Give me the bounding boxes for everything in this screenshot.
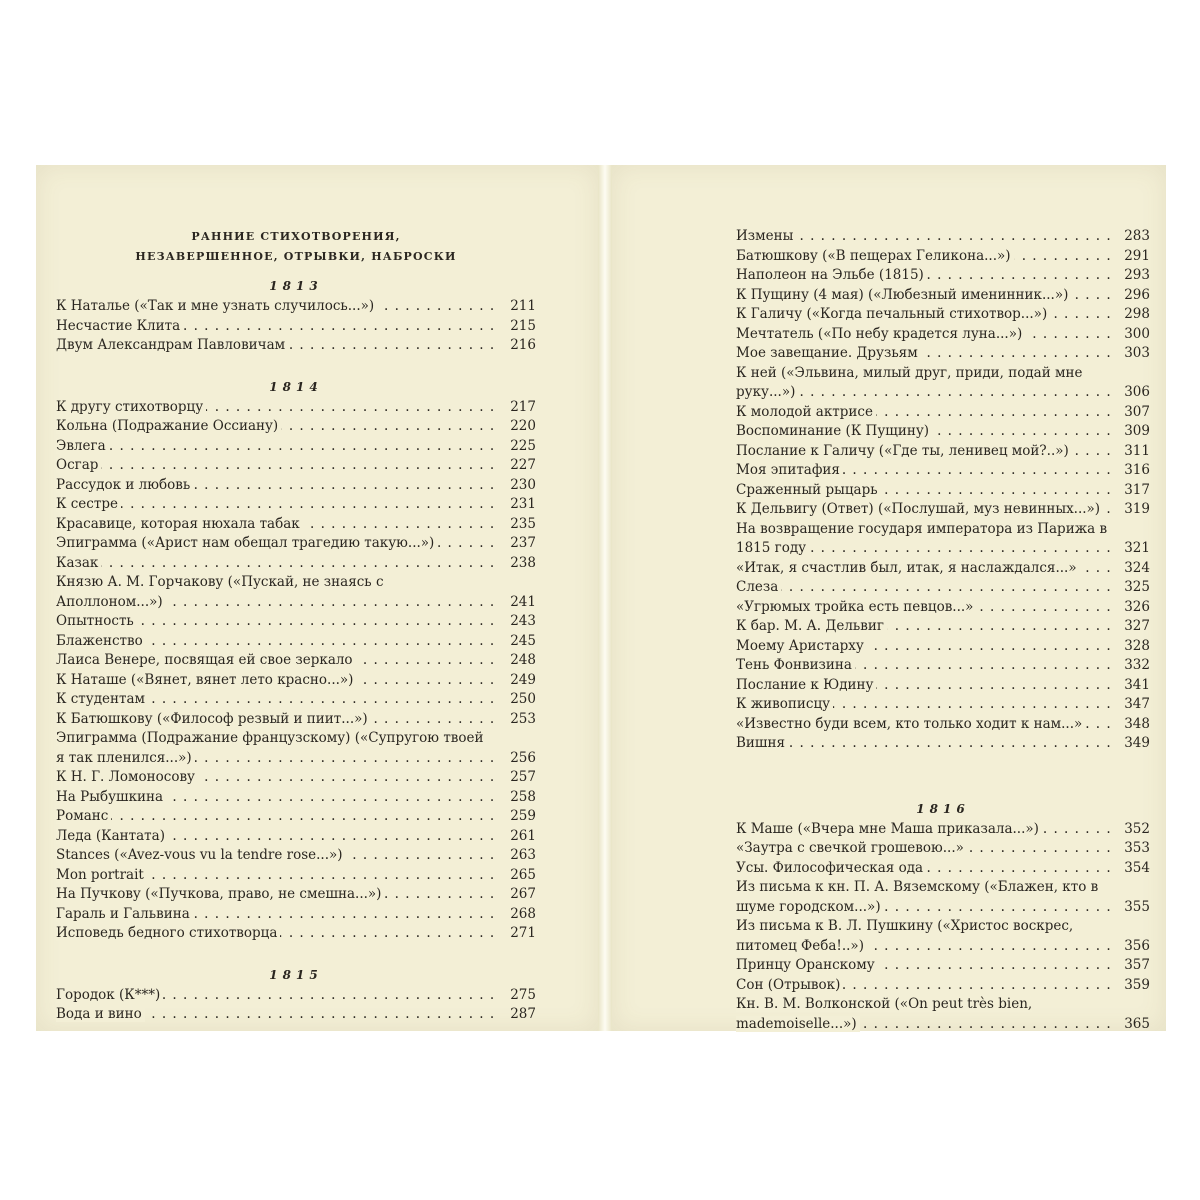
toc-entry-page: 248 (510, 652, 536, 668)
toc-entry-title (736, 598, 1110, 618)
toc-entry-title (736, 917, 1110, 956)
toc-entry-title (736, 364, 1110, 403)
toc-entry-title (56, 612, 496, 632)
toc-entry-page: 359 (1124, 976, 1150, 993)
toc-entry-title-text: Городок (К***) (56, 987, 163, 1003)
toc-entry (56, 651, 536, 671)
toc-entry-title-text: Князю А. М. Горчакову («Пускай, не знаясь с Аполлоном...») (56, 574, 384, 610)
toc-entry-title-text: К сестре (56, 496, 121, 512)
toc-entry-title (56, 710, 496, 730)
toc-entry (736, 286, 1150, 306)
section-gap (56, 356, 536, 368)
toc-entry-title-text: Осгар (56, 457, 101, 473)
toc-entry-page: 215 (510, 317, 536, 334)
toc-entry-title (736, 481, 1110, 501)
toc-entry-title-text: Романс (56, 808, 111, 824)
toc-entry-page: 317 (1124, 481, 1150, 498)
toc-entry-title (736, 715, 1110, 735)
toc-entry-title (736, 995, 1110, 1034)
toc-entry-title (736, 617, 1110, 637)
toc-entry-title (56, 846, 496, 866)
toc-entry-title (736, 695, 1110, 715)
toc-entry (56, 476, 536, 496)
right-toc-column (736, 227, 1150, 1034)
toc-entry-title-text: Эвлега (56, 438, 109, 454)
toc-entry (56, 671, 536, 691)
toc-entry-page: 257 (510, 769, 536, 785)
toc-entry (736, 578, 1150, 598)
toc-entry-title (56, 905, 496, 925)
toc-entry-title (736, 461, 1110, 481)
toc-entry-title (56, 866, 496, 886)
toc-entry (736, 442, 1150, 462)
toc-entry-title-text: Stances («Avez-vous vu la tendre rose...») (56, 847, 346, 863)
toc-entry (736, 520, 1150, 559)
toc-entry-title (56, 317, 496, 337)
toc-entry-title-text: Mon portrait (56, 867, 147, 883)
toc-entry-title (736, 676, 1110, 696)
toc-entry-title-text: К другу стихотворцу (56, 399, 206, 415)
toc-entry (736, 500, 1150, 520)
toc-entry-page: 300 (1124, 325, 1150, 342)
toc-entry (736, 859, 1150, 879)
book-spread (36, 165, 1166, 1031)
toc-entry (736, 247, 1150, 267)
toc-entry-title-text: Тень Фонвизина (736, 657, 855, 673)
toc-entry-title (736, 247, 1110, 267)
toc-entry-title (56, 924, 496, 944)
toc-entry (56, 788, 536, 808)
heading-line-2: НЕЗАВЕРШЕННОЕ, ОТРЫВКИ, НАБРОСКИ (135, 250, 457, 263)
year-heading: 1815 (269, 967, 323, 982)
toc-entry-title-text: Двум Александрам Павловичам (56, 337, 288, 353)
toc-entry-title-text: На Пучкову («Пучкова, право, не смешна...») (56, 886, 384, 902)
toc-entry-title-text: Кольна (Подражание Оссиану) (56, 418, 281, 434)
toc-entry (56, 986, 536, 1006)
toc-entry-title-text: Гараль и Гальвина (56, 906, 193, 922)
toc-entry-page: 261 (510, 827, 536, 844)
toc-entry-page: 235 (510, 515, 536, 532)
toc-entry-title (56, 495, 496, 515)
toc-entry (56, 437, 536, 457)
toc-entry (736, 715, 1150, 735)
toc-entry-title-text: Слеза (736, 579, 781, 595)
toc-entry-title-text: Казак (56, 555, 101, 571)
toc-entry (736, 422, 1150, 442)
toc-entry-title-text: Вишня (736, 735, 788, 751)
toc-entry-page: 271 (510, 925, 536, 941)
toc-entry-page: 237 (510, 535, 536, 551)
toc-entry-title-text: Наполеон на Эльбе (1815) (736, 267, 927, 283)
toc-entry-title-text: Послание к Юдину (736, 677, 876, 693)
toc-entry-title (56, 632, 496, 652)
toc-entry-title-text: К Батюшкову («Философ резвый и пиит...») (56, 711, 371, 727)
toc-entry-title (736, 286, 1110, 306)
toc-entry-page: 324 (1124, 559, 1150, 576)
toc-entry (56, 710, 536, 730)
toc-entry-title (56, 476, 496, 496)
toc-entry-title (736, 859, 1110, 879)
toc-entry-page: 332 (1124, 657, 1150, 673)
toc-entry (736, 617, 1150, 637)
toc-entry-title (56, 515, 496, 535)
toc-entry-title (736, 878, 1110, 917)
toc-entry (56, 398, 536, 418)
toc-entry-title-text: Мечтатель («По небу крадется луна...») (736, 326, 1025, 342)
toc-entry-page: 267 (510, 886, 536, 902)
toc-entry-page: 311 (1124, 442, 1150, 459)
toc-entry (736, 976, 1150, 996)
toc-entry-title-text: Усы. Философическая ода (736, 860, 926, 876)
toc-heading (56, 227, 536, 267)
toc-entry-title-text: К бар. М. А. Дельвиг (736, 618, 887, 634)
left-toc-column (56, 227, 536, 1025)
toc-entry-title (736, 656, 1110, 676)
toc-entry-title (736, 442, 1110, 462)
toc-entry-title (56, 573, 496, 612)
toc-entry (736, 344, 1150, 364)
section-gap (56, 944, 536, 956)
toc-entry-title (56, 437, 496, 457)
toc-entry-title-text: К Маше («Вчера мне Маша приказала...») (736, 821, 1042, 837)
toc-entry-title (56, 788, 496, 808)
right-page (612, 165, 1166, 1031)
year-heading: 1813 (269, 279, 323, 293)
toc-entry (56, 297, 536, 317)
left-page (36, 165, 598, 1031)
toc-entry (736, 734, 1150, 754)
toc-entry-title-text: Рассудок и любовь (56, 477, 193, 493)
toc-entry-title (736, 520, 1110, 559)
toc-entry (736, 559, 1150, 579)
toc-entry (736, 481, 1150, 501)
toc-entry (56, 729, 536, 768)
toc-entry-title-text: Несчастие Клита (56, 318, 183, 334)
toc-entry (56, 417, 536, 437)
toc-entry-title (56, 417, 496, 437)
toc-entry-title (56, 827, 496, 847)
toc-entry (736, 839, 1150, 859)
toc-entry-title-text: Воспоминание (К Пущину) (736, 423, 932, 439)
toc-entry-title-text: Исповедь бедного стихотворца (56, 925, 280, 941)
toc-entry (56, 554, 536, 574)
toc-entry (736, 227, 1150, 247)
toc-entry (736, 676, 1150, 696)
toc-entry-page: 241 (510, 593, 536, 610)
toc-entry-page: 321 (1124, 540, 1150, 556)
toc-entry-title-text: К Пущину (4 мая) («Любезный именинник...») (736, 287, 1071, 303)
toc-entry-title (736, 344, 1110, 364)
toc-entry-title-text: Кн. В. М. Волконской («On peut très bien, mademoiselle...») (736, 996, 1033, 1032)
toc-entry (56, 690, 536, 710)
book-gutter (598, 165, 612, 1031)
toc-entry (56, 866, 536, 886)
toc-entry (736, 995, 1150, 1034)
toc-entry-title (56, 690, 496, 710)
heading-line-1: РАННИЕ СТИХОТВОРЕНИЯ, (191, 230, 401, 243)
toc-entry-title (56, 554, 496, 574)
toc-entry-page: 283 (1124, 228, 1150, 244)
toc-entry-page: 287 (510, 1006, 536, 1022)
toc-entry-page: 253 (510, 710, 536, 727)
toc-entry-title-text: К живописцу (736, 696, 833, 712)
toc-entry (56, 515, 536, 535)
toc-entry-page: 341 (1124, 676, 1150, 693)
toc-entry-page: 347 (1124, 696, 1150, 712)
toc-entry-title (56, 729, 496, 768)
toc-entry-page: 291 (1124, 247, 1150, 264)
toc-entry-page: 327 (1124, 618, 1150, 634)
toc-entry-title (736, 403, 1110, 423)
toc-entry (736, 461, 1150, 481)
toc-entry-title-text: К Наташе («Вянет, вянет лето красно...») (56, 672, 356, 688)
toc-entry-page: 352 (1124, 820, 1150, 837)
toc-entry-title (736, 956, 1110, 976)
toc-entry-page: 250 (510, 691, 536, 707)
toc-entry-title-text: К ней («Эльвина, милый друг, приди, подай мне руку...») (736, 364, 1083, 400)
toc-entry (56, 827, 536, 847)
toc-entry-title-text: Опытность (56, 613, 137, 629)
toc-entry-title-text: Моему Аристарху (736, 638, 867, 654)
toc-entry (736, 656, 1150, 676)
toc-entry-page: 225 (510, 437, 536, 454)
toc-entry-page: 296 (1124, 286, 1150, 303)
toc-entry (736, 637, 1150, 657)
toc-entry (736, 403, 1150, 423)
toc-entry-title-text: На Рыбушкина (56, 789, 166, 805)
toc-entry-title-text: К Н. Г. Ломоносову (56, 769, 198, 785)
toc-entry-page: 217 (510, 398, 536, 415)
toc-entry-page: 275 (510, 986, 536, 1003)
toc-entry-title-text: Красавице, которая нюхала табак (56, 516, 303, 532)
toc-entry (736, 695, 1150, 715)
year-heading: 1816 (916, 801, 970, 816)
toc-entry-page: 316 (1124, 462, 1150, 478)
toc-entry-page: 307 (1124, 403, 1150, 420)
toc-entry (736, 305, 1150, 325)
toc-entry (56, 846, 536, 866)
year-heading: 1814 (269, 379, 323, 394)
toc-entry-title-text: Сон (Отрывок) (736, 977, 843, 993)
toc-entry-page: 309 (1124, 423, 1150, 439)
toc-entry-title-text: К студентам (56, 691, 148, 707)
toc-entry-page: 238 (510, 554, 536, 571)
toc-entry-title (56, 297, 496, 317)
toc-entry-title-text: Эпиграмма («Арист нам обещал трагедию такую...») (56, 535, 437, 551)
toc-entry-title-text: Моя эпитафия (736, 462, 843, 478)
toc-entry (56, 905, 536, 925)
toc-entry (56, 807, 536, 827)
toc-entry (56, 534, 536, 554)
toc-entry-title-text: Вода и вино (56, 1006, 145, 1022)
toc-entry-title (736, 500, 1110, 520)
toc-entry-page: 265 (510, 866, 536, 883)
toc-entry (736, 820, 1150, 840)
toc-entry-title (736, 839, 1110, 859)
section-gap (736, 754, 1150, 790)
toc-entry-title-text: Блаженство (56, 633, 146, 649)
toc-entry (56, 924, 536, 944)
toc-entry-page: 355 (1124, 898, 1150, 915)
toc-entry (56, 768, 536, 788)
toc-entry-title-text: К Галичу («Когда печальный стихотвор...») (736, 306, 1050, 322)
toc-entry-title-text: К молодой актрисе (736, 404, 876, 420)
toc-entry-page: 348 (1124, 715, 1150, 732)
toc-entry-title (736, 637, 1110, 657)
toc-entry-title (56, 398, 496, 418)
toc-entry-title-text: Эпиграмма (Подражание французскому) («Супругою твоей я так пленился...») (56, 730, 484, 766)
toc-entry-page: 249 (510, 671, 536, 688)
toc-entry-page: 258 (510, 788, 536, 805)
toc-entry-title-text: Сраженный рыцарь (736, 482, 881, 498)
toc-entry-page: 298 (1124, 306, 1150, 322)
toc-entry-title (56, 885, 496, 905)
toc-entry-title (736, 227, 1110, 247)
toc-entry-page: 303 (1124, 345, 1150, 361)
toc-entry-page: 268 (510, 905, 536, 922)
toc-entry-page: 263 (510, 847, 536, 863)
toc-entry-title-text: К Наталье («Так и мне узнать случилось...») (56, 298, 377, 314)
toc-entry (56, 317, 536, 337)
toc-entry-page: 326 (1124, 598, 1150, 615)
toc-entry (56, 495, 536, 515)
toc-entry-page: 245 (510, 632, 536, 649)
toc-entry (736, 325, 1150, 345)
toc-entry-title (56, 336, 496, 356)
toc-entry-title (56, 1005, 496, 1025)
toc-entry-title (56, 651, 496, 671)
toc-entry-page: 357 (1124, 957, 1150, 973)
toc-entry-title (56, 807, 496, 827)
toc-entry-page: 328 (1124, 637, 1150, 654)
toc-entry (736, 266, 1150, 286)
toc-entry-title-text: Леда (Кантата) (56, 828, 168, 844)
toc-entry-page: 353 (1124, 840, 1150, 856)
toc-entry-title (56, 671, 496, 691)
toc-entry-page: 227 (510, 457, 536, 473)
toc-entry-page: 231 (510, 496, 536, 512)
toc-entry-page: 243 (510, 613, 536, 629)
toc-entry (56, 336, 536, 356)
toc-entry-title (736, 578, 1110, 598)
toc-entry (56, 456, 536, 476)
toc-entry-title (736, 559, 1110, 579)
toc-entry-title (736, 734, 1110, 754)
toc-entry-page: 319 (1124, 501, 1150, 517)
toc-entry-page: 365 (1124, 1015, 1150, 1032)
toc-entry-title-text: Послание к Галичу («Где ты, ленивец мой?..») (736, 443, 1072, 459)
toc-entry (736, 878, 1150, 917)
toc-entry (56, 885, 536, 905)
toc-entry-title-text: «Угрюмых тройка есть певцов...» (736, 599, 976, 615)
toc-entry-page: 211 (510, 298, 536, 314)
toc-entry (56, 1005, 536, 1025)
toc-entry-page: 259 (510, 808, 536, 824)
toc-entry-title (736, 422, 1110, 442)
toc-entry-title-text: «Заутра с свечкой грошевою...» (736, 840, 967, 856)
toc-entry (736, 956, 1150, 976)
toc-entry-page: 354 (1124, 859, 1150, 876)
toc-entry-title (736, 820, 1110, 840)
toc-entry-title-text: «Итак, я счастлив был, итак, я наслаждался...» (736, 560, 1080, 576)
toc-entry-title-text: Принцу Оранскому (736, 957, 878, 973)
toc-entry-title (736, 266, 1110, 286)
toc-entry-page: 216 (510, 337, 536, 353)
toc-entry-title (736, 325, 1110, 345)
toc-entry (736, 598, 1150, 618)
toc-entry-page: 356 (1124, 937, 1150, 954)
toc-entry-title (736, 305, 1110, 325)
toc-entry-page: 349 (1124, 735, 1150, 751)
toc-entry-title (736, 976, 1110, 996)
toc-entry-title-text: Из письма к кн. П. А. Вяземскому («Блажен, кто в шуме городском...») (736, 879, 1099, 915)
toc-entry-page: 230 (510, 476, 536, 493)
toc-entry-title (56, 768, 496, 788)
toc-entry-title (56, 986, 496, 1006)
toc-entry (736, 917, 1150, 956)
toc-entry-page: 293 (1124, 267, 1150, 283)
toc-entry (56, 612, 536, 632)
toc-entry-page: 325 (1124, 579, 1150, 595)
toc-entry-title-text: К Дельвигу (Ответ) («Послушай, муз невинных...») (736, 501, 1103, 517)
toc-entry-title-text: На возвращение государя императора из Парижа в 1815 году (736, 520, 1108, 556)
toc-entry (736, 364, 1150, 403)
toc-entry (56, 632, 536, 652)
toc-entry-title-text: Из письма к В. Л. Пушкину («Христос воскрес, питомец Феба!..») (736, 918, 1074, 954)
toc-entry-title-text: Батюшкову («В пещерах Геликона...») (736, 248, 1014, 264)
toc-entry-title-text: Лаиса Венере, посвящая ей свое зеркало (56, 652, 356, 668)
toc-entry-title-text: Мое завещание. Друзьям (736, 345, 921, 361)
toc-entry-title (56, 456, 496, 476)
toc-entry-page: 220 (510, 418, 536, 434)
toc-entry-title (56, 534, 496, 554)
toc-entry-page: 306 (1124, 384, 1150, 400)
toc-entry-page: 256 (510, 749, 536, 766)
toc-entry (56, 573, 536, 612)
toc-entry-title-text: Измены (736, 228, 796, 244)
toc-entry-title-text: «Известно буди всем, кто только ходит к нам...» (736, 716, 1085, 732)
